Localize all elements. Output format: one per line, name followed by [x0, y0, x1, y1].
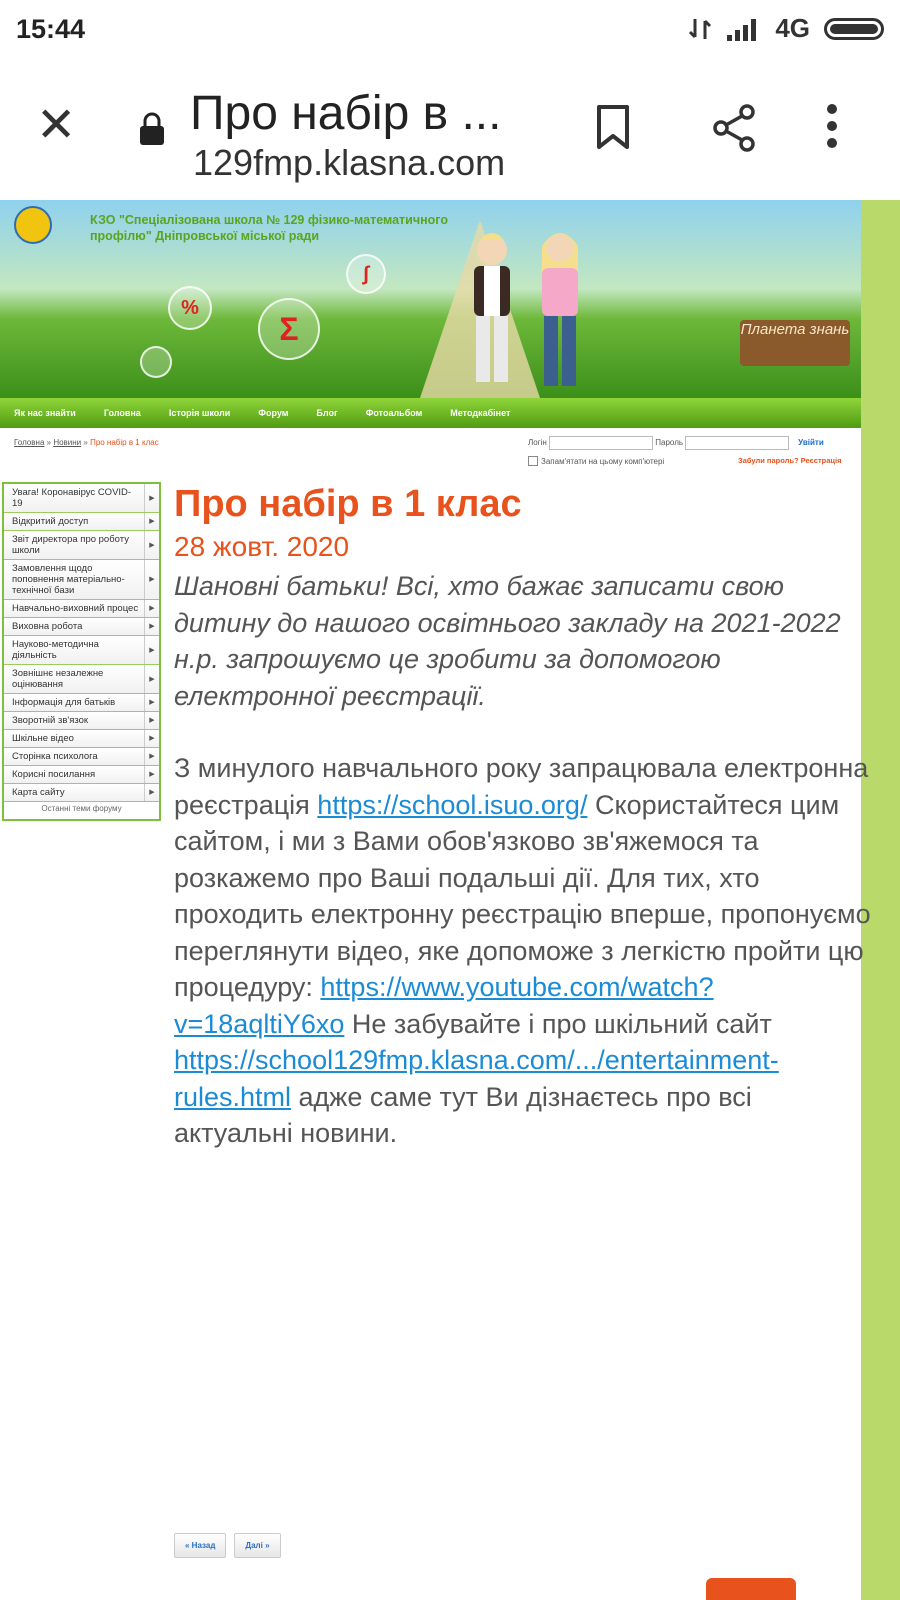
- nav-blog[interactable]: Блог: [316, 408, 338, 418]
- breadcrumb-separator: »: [81, 438, 91, 447]
- login-button[interactable]: Увійти: [798, 438, 824, 448]
- chevron-right-icon: ▶: [144, 665, 159, 693]
- sidebar-menu: [2, 482, 161, 821]
- nav-method-room[interactable]: Методкабінет: [450, 408, 511, 418]
- planet-sign: Планета знань: [740, 320, 850, 366]
- chevron-right-icon: ▶: [144, 531, 159, 559]
- password-field[interactable]: [685, 436, 789, 450]
- small-bubble: [140, 346, 172, 378]
- remember-checkbox[interactable]: [528, 456, 538, 466]
- article-intro: Шановні батьки! Всі, хто бажає записати свою дитину до нашого освітнього закладу на 2021-2022 н.р. запрошуємо це зробити за допомогою електронної реєстрації.: [174, 571, 841, 711]
- site-nav: [0, 398, 861, 428]
- sidebar-item-label: Сторінка психолога: [12, 751, 98, 762]
- more-options-icon[interactable]: [826, 104, 838, 148]
- article-title: Про набір в 1 клас: [174, 483, 522, 525]
- forgot-password-link[interactable]: Забули пароль? Реєстрація: [738, 456, 842, 465]
- share-icon[interactable]: [711, 104, 759, 152]
- article-text: З минулого навчального року запрацювала електронна реєстрація: [174, 753, 869, 820]
- battery-icon: [824, 18, 884, 40]
- sidebar-item-label: Увага! Коронавірус COVID-19: [12, 487, 132, 509]
- chevron-right-icon: ▶: [144, 730, 159, 747]
- sidebar-item[interactable]: [4, 748, 159, 766]
- chevron-right-icon: ▶: [144, 784, 159, 801]
- article-date: 28 жовт. 2020: [174, 531, 350, 562]
- school-logo[interactable]: [14, 206, 52, 244]
- lock-icon: [139, 112, 165, 146]
- sidebar-item-label: Виховна робота: [12, 621, 83, 632]
- sidebar-item[interactable]: [4, 730, 159, 748]
- chevron-right-icon: ▶: [144, 636, 159, 664]
- sidebar-item[interactable]: [4, 766, 159, 784]
- next-button[interactable]: Далі »: [234, 1533, 280, 1558]
- page-title: Про набір в ...: [190, 87, 502, 140]
- breadcrumb-home[interactable]: Головна: [14, 438, 45, 447]
- isuo-link[interactable]: https://school.isuo.org/: [317, 789, 588, 820]
- article-body: [174, 750, 874, 1152]
- chevron-right-icon: ▶: [144, 618, 159, 635]
- nav-forum[interactable]: Форум: [258, 408, 289, 418]
- sidebar-item-label: Карта сайту: [12, 787, 65, 798]
- chevron-right-icon: ▶: [144, 766, 159, 783]
- boy-figure: [462, 230, 522, 390]
- login-form: [528, 436, 824, 450]
- school-site-link[interactable]: https://school129fmp.klasna.com/.../entertainment-rules.html: [174, 1045, 779, 1112]
- breadcrumb-news[interactable]: Новини: [53, 438, 82, 447]
- remember-me[interactable]: [528, 456, 664, 466]
- sidebar-item[interactable]: [4, 694, 159, 712]
- chevron-right-icon: ▶: [144, 694, 159, 711]
- article-text: Не забувайте і про шкільний сайт: [344, 1008, 772, 1039]
- bookmark-icon[interactable]: [596, 104, 630, 150]
- nav-find-us[interactable]: Як нас знайти: [14, 408, 76, 418]
- network-type: 4G: [775, 13, 810, 43]
- status-icons: [687, 13, 884, 44]
- breadcrumb: [14, 438, 159, 447]
- sidebar-item-label: Науково-методична діяльність: [12, 639, 99, 661]
- data-transfer-icon: [687, 17, 713, 41]
- school-name[interactable]: КЗО "Спеціалізована школа № 129 фізико-математичного профілю" Дніпровської міської ради: [90, 213, 448, 243]
- youtube-link[interactable]: https://www.youtube.com/watch?v=18aqltiY6xo: [174, 972, 714, 1039]
- integral-bubble: ∫: [346, 254, 386, 294]
- signal-icon: [727, 17, 761, 41]
- sidebar-item-label: Шкільне відео: [12, 733, 74, 744]
- sidebar-item[interactable]: [4, 560, 159, 600]
- nav-photo-album[interactable]: Фотоальбом: [365, 408, 423, 418]
- sidebar-item[interactable]: [4, 531, 159, 560]
- close-icon[interactable]: ✕: [36, 99, 77, 152]
- password-label: Пароль: [655, 438, 684, 448]
- breadcrumb-current: Про набір в 1 клас: [90, 438, 159, 447]
- sidebar-item[interactable]: [4, 618, 159, 636]
- chevron-right-icon: ▶: [144, 712, 159, 729]
- sidebar-item-label: Звіт директора про роботу школи: [12, 534, 129, 556]
- article: [174, 480, 874, 1152]
- forum-topics-link[interactable]: Останні теми форуму: [41, 804, 122, 813]
- login-field[interactable]: [549, 436, 653, 450]
- sidebar-item[interactable]: [4, 712, 159, 730]
- sidebar-item-label: Навчально-виховний процес: [12, 603, 139, 614]
- login-label: Логін: [528, 438, 547, 448]
- clock: 15:44: [16, 14, 86, 44]
- breadcrumb-separator: »: [44, 438, 54, 447]
- chevron-right-icon: ▶: [144, 748, 159, 765]
- browser-toolbar: [0, 58, 900, 196]
- article-text: Скористайтеся цим сайтом, і ми з Вами обов'язково зв'яжемося та розкажемо про Ваші подальші дії. Для тих, хто проходить електронну реєстрацію вперше, пропонуємо переглянути відео, яке допоможе з легкістю пройти цю процедуру:: [174, 789, 871, 1002]
- sidebar-item[interactable]: [4, 513, 159, 531]
- sidebar-item-label: Зворотній зв'язок: [12, 715, 89, 726]
- book-decoration: [706, 1578, 796, 1600]
- sidebar-item[interactable]: [4, 665, 159, 694]
- sidebar-item-label: Відкритий доступ: [12, 516, 89, 527]
- sidebar-item[interactable]: [4, 484, 159, 513]
- sidebar-item-label: Інформація для батьків: [12, 697, 116, 708]
- article-text: адже саме тут Ви дізнаєтесь про всі актуальні новини.: [174, 1081, 752, 1148]
- chevron-right-icon: ▶: [144, 484, 159, 512]
- remember-label: Запам'ятати на цьому комп'ютері: [541, 456, 665, 466]
- chevron-right-icon: ▶: [144, 560, 159, 599]
- sidebar-item[interactable]: [4, 600, 159, 618]
- percent-bubble: %: [168, 286, 212, 330]
- girl-figure: [530, 224, 590, 394]
- prev-button[interactable]: « Назад: [174, 1533, 226, 1558]
- sigma-bubble: Σ: [258, 298, 320, 360]
- chevron-right-icon: ▶: [144, 513, 159, 530]
- sidebar-item[interactable]: [4, 784, 159, 802]
- sidebar-item-label: Корисні посилання: [12, 769, 96, 780]
- sidebar-item-label: Замовлення щодо поповнення матеріально-технічної бази: [12, 563, 125, 596]
- nav-home[interactable]: Головна: [103, 408, 141, 418]
- pager: [174, 1533, 281, 1558]
- web-page: [0, 200, 900, 1600]
- status-bar: [0, 0, 900, 58]
- sidebar-item-label: Зовнішнє незалежне оцінювання: [12, 668, 104, 690]
- site-banner: [0, 200, 861, 398]
- sidebar-item[interactable]: [4, 636, 159, 665]
- nav-history[interactable]: Історія школи: [168, 408, 231, 418]
- page-url: 129fmp.klasna.com: [193, 142, 506, 183]
- chevron-right-icon: ▶: [144, 600, 159, 617]
